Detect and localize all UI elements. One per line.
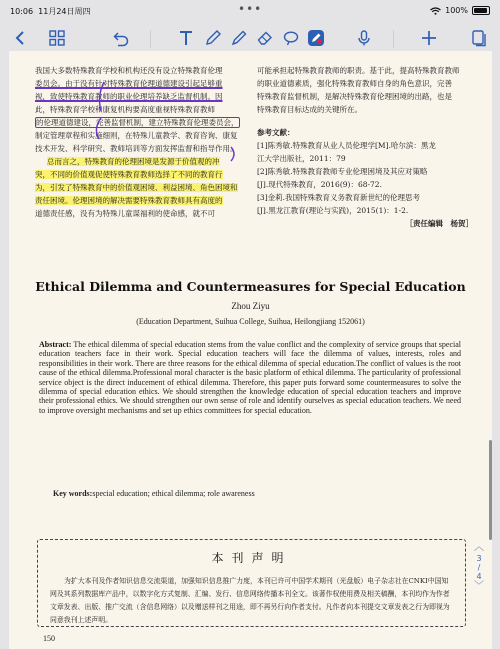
notice-body: 为扩大本刊及作者知识信息交流渠道，加强知识信息推广力度，本刊已许可中国学术期刊（光盘版）电子杂志社在CNKI中国知网及其系列数据库产品中，以数字化方式复制、汇编、发行、信息网络传播本刊全文。该著作权使用费及相关稿酬，本刊均作为作者文章发表、出版、推广交流（含信息网络）以及赠送样刊之用途，即不再另行向作者支付。凡作者向本刊提交文章发表之行为即视为同意我刊上述声明。 (50, 577, 450, 624)
text-line: 此，特殊教育学校和康复机构要高度重视特殊教育教师 (35, 105, 215, 114)
article-right-column (257, 64, 473, 230)
status-time: 10:06 11月24日周四 (10, 7, 91, 16)
text-line-underlined: 视，致使特殊教育教师的职业伦理培养缺乏监督机制。因 (35, 92, 223, 101)
text-line: 特殊教育目标达成的关键所在。 (257, 105, 362, 114)
pencil-icon[interactable] (226, 25, 252, 51)
article-left-column (35, 64, 247, 220)
text-line-highlighted: 突，不同的价值观促使特殊教育教师选择了不同的教育行 (35, 170, 223, 179)
page-down-chevron-icon[interactable]: ﹀ (474, 581, 484, 592)
text-line-underlined: 委员会。由于没有针对特殊教育伦理道德建设引起足够重 (35, 79, 223, 88)
keywords-text: special education; ethical dilemma; role awareness (92, 489, 255, 498)
text-line: 制定管理章程和实施细则，在特殊儿童教学、教育咨询、康复 (35, 131, 238, 140)
status-bar (0, 0, 500, 20)
text-line-highlighted: 责任困境。伦理困境的解决需要特殊教育教师具有高度的 (35, 196, 223, 205)
reference-line: [3]金莉.我国特殊教育义务教育新世纪的伦理思考 (257, 193, 421, 202)
abstract-label: Abstract: (39, 340, 72, 349)
multitask-dots-icon[interactable]: ••• (238, 2, 263, 16)
references-heading: 参考文献： (257, 128, 295, 137)
status-right (430, 6, 490, 15)
notice-title: 本刊声明 (211, 551, 292, 565)
text-line (35, 194, 247, 207)
page-pager (468, 542, 490, 593)
back-chevron-icon[interactable] (8, 25, 34, 51)
english-author: Zhou Ziyu (231, 301, 270, 311)
wifi-icon (430, 7, 441, 15)
battery-percent: 100% (445, 6, 468, 15)
battery-icon (472, 6, 490, 15)
eraser-icon[interactable] (252, 25, 278, 51)
text-line-boxed: 的伦理道德建设，完善监督机制，建立特殊教育伦理委员会， (36, 118, 239, 127)
highlighter-icon[interactable] (303, 25, 329, 51)
text-line: 特殊教育监督机制，是解决特殊教育伦理困境的出路，也是 (257, 92, 452, 101)
pager-divider: / (477, 563, 481, 572)
pen-icon[interactable] (200, 25, 226, 51)
microphone-icon[interactable] (351, 25, 377, 51)
add-icon[interactable] (416, 25, 442, 51)
text-line (35, 168, 247, 181)
reference-line: [2]陈秀敏.特殊教育教师专业伦理困境及其应对策略 (257, 167, 428, 176)
reference-line: [J].现代特殊教育，2016(9)：68-72. (257, 180, 382, 189)
text-line (35, 90, 247, 103)
text-line: 道德责任感，没有为特殊儿童谋福利的使命感，就不可 (35, 209, 215, 218)
text-line: 技术开发、科学研究、教师培训等方面发挥监督和指导作用。 (35, 144, 238, 153)
pages-icon[interactable] (466, 25, 492, 51)
keywords-label: Key words: (53, 489, 93, 498)
journal-notice-box (37, 539, 466, 627)
reference-line: [J].黑龙江教育(理论与实践)，2015(1)：1-2. (257, 206, 409, 215)
english-affiliation: (Education Department, Suihua College, Suihua, Heilongjiang 152061) (136, 317, 365, 326)
english-keywords (53, 489, 473, 498)
text-line: 可能承担起特殊教育教师的职责。基于此，提高特殊教育教师 (257, 66, 460, 75)
text-tool-icon[interactable] (173, 25, 199, 51)
text-line-highlighted: 总而言之，特殊教育的伦理困境是发源于价值观的冲 (47, 157, 220, 166)
page-number: 150 (43, 634, 55, 643)
pager-current: 3 (476, 554, 482, 563)
grid-icon[interactable] (44, 25, 70, 51)
editor-credit: ［责任编辑 杨贺］ (405, 219, 473, 228)
english-title: Ethical Dilemma and Countermeasures for Special Education (35, 279, 466, 294)
reference-line: [1]陈秀敏.特殊教育从业人员伦理学[M].哈尔滨：黑龙 (257, 141, 436, 150)
shape-lasso-icon[interactable] (278, 25, 304, 51)
text-line (35, 116, 247, 129)
undo-icon[interactable] (108, 25, 134, 51)
english-abstract (39, 340, 461, 415)
abstract-text: The ethical dilemma of special education stems from the value conflict and the complexity of service groups that special education teachers face in their work. Special education teachers will face the dilemma of values, interests, roles and responsibilities in their work. There are three reasons for the ethical dilemma of special education.The conflict of values is the root cause of the ethical dilemma.Professional moral character is the basic platform of ethical dilemma. The particularity of professional service object is the direct inducement of ethical dilemma. Therefore, this paper puts forward some countermeasures to solve the dilemma of special education ethics. We should strengthen the knowledge education of special education teachers and improve their professional ethics. We should strengthen our own sense of role and identify ourselves as special education teachers. We need to improve oversight mechanisms and set up ethics committees for special education. (39, 340, 461, 415)
reference-line: 江大学出版社，2011：79 (257, 154, 346, 163)
text-line-highlighted: 为，引发了特殊教育中的价值观困境、利益困境、角色困境和 (35, 183, 238, 192)
text-line (35, 181, 247, 194)
text-line: 的职业道德素质，强化特殊教育教师自身的角色意识，完善 (257, 79, 452, 88)
scrollbar-thumb[interactable] (489, 440, 492, 540)
document-page[interactable] (9, 51, 492, 649)
page-up-chevron-icon[interactable]: ︿ (474, 542, 484, 553)
text-line: 我国大多数特殊教育学校和机构还没有设立特殊教育伦理 (35, 66, 223, 75)
text-line (35, 155, 247, 168)
text-line (35, 77, 247, 90)
pager-total: 4 (476, 572, 482, 581)
